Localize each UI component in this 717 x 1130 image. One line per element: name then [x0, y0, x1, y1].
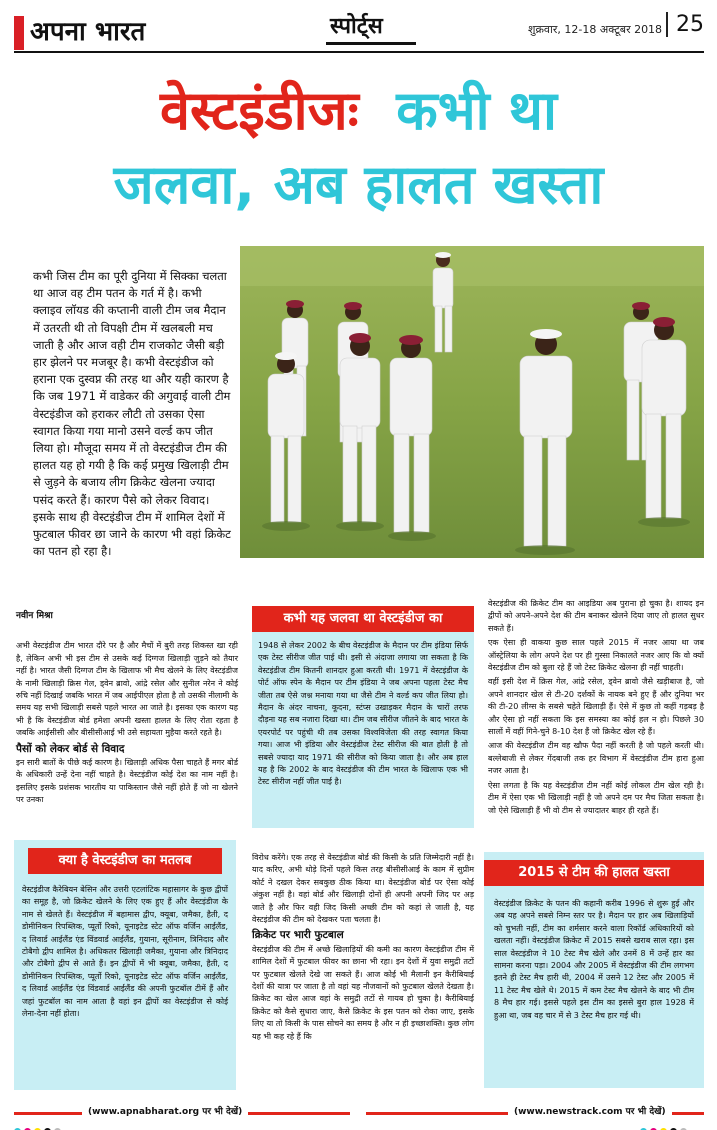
- column-3-paragraph-3: वहीं इसी देश में क्रिस गेल, आंद्रे रसेल, ड्वेन ब्रावो जैसे खड़ीबाज है, जो अपने शानदार खेल से टी-20 दर्शकों के नायक बने हुए हैं और दुनिया भर की टी-20 लीग्स के सबसे चहेते खिलाड़ी हैं। ऐसे में कुछ तो कहीं गड़बड़ है और ऐसा हो नहीं सकता कि इस समस्या का कोई हल न हो। पिछले 30 सालों में वहीं गिने-चुने 8-10 देश हैं जो क्रिकेट खेल रहे हैं।: [488, 677, 704, 737]
- meaning-box-title: क्या है वेस्टइंडीज का मतलब: [28, 848, 222, 874]
- page-number: 25: [666, 12, 704, 37]
- registration-marks-left: [14, 1120, 64, 1130]
- headline-part-red: वेस्टइंडीजः: [160, 79, 359, 142]
- column-3-paragraph-1: वेस्टइंडीज की क्रिकेट टीम का आइडिया अब पुराना हो चुका है। शायद इन द्वीपों को अपने-अपने देश की टीम बनाकर खेलने दिया जाए तो हालत सुधर सकते हैं।: [488, 599, 704, 633]
- column-2-paragraph: 1948 से लेकर 2002 के बीच वेस्टइंडीज के मैदान पर टीम इंडिया सिर्फ एक टेस्ट सीरीज जीत पाई थी। इसी से अंदाजा लगाया जा सकता है कि वेस्टइंडीज टीम कितनी शानदार हुआ करती थी। 1971 में वेस्टइंडीज के पोर्ट ऑफ स्पेन के मैदान पर टीम इंडिया ने जब अपना पहला टेस्ट मैच जीता तब ऐसे जश्न मनाया गया था जैसे टीम ने वर्ल्ड कप जीत लिया हो। मैदान के अंदर नाचना, कूदना, स्टंप्स उखाड़कर मैदान के चारों तरफ दौड़ना यह सब नजारा दिखा था। टीम जब सीरीज जीतने के बाद भारत के एयरपोर्ट पर पहुंची थी तब उसका विश्वविजेता की तरह स्वागत किया गया। आज भी इंडिया और वेस्टइंडीज टेस्ट सीरीज की बात होती है तो सबसे ज्यादा याद 1971 की सीरीज को किया जाता है। और अब हाल यह है कि 2002 के बाद वेस्टइंडीज की टीम भारत के खिलाफ एक भी टेस्ट सीरीज नहीं जीत पाई है।: [258, 641, 468, 787]
- footer-link-right[interactable]: (www.newstrack.com पर भी देखें): [508, 1104, 672, 1117]
- box-2015-paragraph: वेस्टइंडीज क्रिकेट के पतन की कहानी करीब 1996 से शुरू हुई और अब यह अपने सबसे निम्न स्तर पर है। मैदान पर हार अब खिलाड़ियों को चुभती नहीं, टीम का शर्मसार करने वाला रिकॉर्ड अधिकारियों को खलता नहीं। वेस्टइंडीज क्रिकेट में 2015 सबसे खराब साल रहा। इस साल वेस्टइंडीज ने 10 टेस्ट मैच खेले और उनमें 8 में उन्हें हार का सामना करना पड़ा। 2004 और 2005 में वेस्टइंडीज की टीम लगभग इतने ही टेस्ट मैच हारी थी, 2004 में उसने 12 टेस्ट और 2005 में 11 टेस्ट मैच खेले थे। 2015 में कम टेस्ट मैच खेलने के बाद भी टीम 8 मैच हार गई। इससे पहले इस टीम का इससे बुरा हाल 1928 में हुआ था, जब वह चार में से 3 टेस्ट मैच हार गई थी।: [494, 899, 694, 1020]
- column-3-paragraph-5: ऐसा लगता है कि यह वेस्टइंडीज टीम नहीं कोई लोकल टीम खेल रही है। टीम में ऐसा एक भी खिलाड़ी नहीं है जो अपने दम पर मैच जिता सकता है। जो ऐसे खिलाड़ी हैं भी वो टीम से ज्यादातर बाहर ही रहते हैं।: [488, 780, 704, 815]
- article-column-1: [16, 610, 238, 807]
- dateline: शुक्रवार, 12-18 अक्टूबर 2018: [528, 23, 663, 36]
- registration-marks-right: [640, 1120, 690, 1130]
- box-2015-text: [494, 898, 694, 1022]
- headline: [0, 74, 717, 222]
- column-1-paragraph-2: इन सारी बातों के पीछे कई कारण है। खिलाड़ी अधिक पैसा चाहते हैं मगर बोर्ड के अधिकारी उन्हें देना नहीं चाहते है। वेस्टइंडीज कोई देश का नाम नहीं है। इसलिए इसके प्रशंसक भारतीय या पाकिस्तान जैसे नहीं होते हैं जो ना खेलने पर उनका: [16, 758, 238, 805]
- headline-part-cyan: कभी था: [396, 79, 557, 142]
- team-photo-illustration: [240, 246, 704, 558]
- masthead-red-bar: [14, 16, 24, 50]
- column-2-lower-paragraph-1: विरोध करेंगे। एक तरह से वेस्टइंडीज बोर्ड की किसी के प्रति जिम्मेदारी नहीं है। याद करिए, अभी थोड़े दिनों पहले किस तरह बीसीसीआई के काम में सुप्रीम कोर्ट ने दखल देकर सबकुछ ठीक किया था। वेस्टइंडीज बोर्ड पर ऐसा कोई अंकुश नहीं है। वहां बोर्ड और खिलाड़ी दोनों ही अपनी अपनी जिद पर अड़ जाते है और फिर वही जिद किसी अच्छी टीम को कहां ले जाती है, यह वेस्टइंडीज की टीम को देखकर पता चलता है।: [252, 853, 474, 925]
- newspaper-brand: अपना भारत: [30, 17, 146, 47]
- column-2-lower-subhead: क्रिकेट पर भारी फुटबाल: [252, 929, 344, 942]
- intro-paragraph: कभी जिस टीम का पूरी दुनिया में सिक्का चलता था आज वह टीम पतन के गर्त में है। कभी क्लाइव लॉयड की कप्तानी वाली टीम जब मैदान में उतरती थी तो विपक्षी टीम में खलबली मच जाती है और आज वही टीम राजकोट जैसी बड़ी हार झेलने पर मजबूर है। कभी वेस्टइंडीज को हराना एक दुस्वप्न की तरह था और यही कारण है कि जब 1971 में वाडेकर की अगुवाई वाली टीम वेस्टइंडीज को हराकर लौटी तो उसका ऐसा स्वागत किया गया मानो उसने वर्ल्ड कप जीत लिया हो। मौजूदा समय में तो वेस्टइंडीज टीम की हालत यह हो गयी है कि कई प्रमुख खिलाड़ी टीम से जुड़ने के बजाय लीग क्रिकेट खेलना ज्यादा पसंद करते हैं। कारण पैसे को लेकर विवाद। इसके साथ ही वेस्टइंडीज टीम में शामिल देशों में फुटबाल फीवर छा जाने के कारण भी वहां क्रिकेट का पतन हो रहा है।: [33, 269, 231, 559]
- article-column-2-lower: [252, 852, 474, 1043]
- column-1-paragraph-1: अभी वेस्टइंडीज टीम भारत दौरे पर है और मैचों में बुरी तरह शिकस्त खा रही है, लेकिन अभी भी इस टीम से उसके कई दिग्गज खिलाड़ी जुड़ने को तैयार नहीं है। भारत जैसी दिग्गज टीम के खिलाफ भी मैच खेलने के लिए वेस्टइंडीज के नामी खिलाड़ी क्रिस गेल, ड्वेन ब्रावो, आंद्रे रसेल और सुनील नरेन ने कोई रुचि नहीं दिखाई जबकि भारत में जब आईपीएल होता है तो उसकी नीलामी के समय यह सभी खिलाड़ी सबसे पहले भारत आ जाते है। इसका एक कारण यह भी है कि वेस्टइंडीज बोर्ड हमेशा अपनी खस्ता हालत के लिए रोता रहता है जबकि आईसीसी और बीसीसीआई भी उसे सहायता मुहैया करते रहते है।: [16, 641, 238, 738]
- column-3-paragraph-4: आज की वेस्टइंडीज टीम वह खौफ पैदा नहीं करती है जो पहले करती थी। बल्लेबाजी से लेकर गेंदबाजी तक हर विभाग में वेस्टइंडीज टीम हारा हुआ नजर आता है।: [488, 741, 704, 776]
- headline-line-1: [0, 74, 717, 148]
- box-2015-title: 2015 से टीम की हालत खस्ता: [484, 860, 704, 886]
- masthead: [0, 0, 717, 52]
- article-column-3: [488, 598, 704, 817]
- history-box-title: कभी यह जलवा था वेस्टइंडीज का: [252, 606, 474, 632]
- footer-link-left[interactable]: (www.apnabharat.org पर भी देखें): [82, 1104, 248, 1117]
- headline-line-2: जलवा, अब हालत खस्ता: [113, 153, 604, 216]
- team-photo: [240, 246, 704, 558]
- column-3-paragraph-2: एक ऐसा ही वाकया कुछ साल पहले 2015 में नजर आया था जब ऑस्ट्रेलिया के लोग अपने देश पर ही गुस्सा निकालते नजर आए कि वो क्यों वेस्टइंडीज टीम को बुला रहे हैं जो टेस्ट क्रिकेट खेलना ही नहीं चाहती।: [488, 638, 704, 673]
- meaning-box-paragraph: वेस्टइंडीज कैरेबियन बेसिन और उत्तरी एटलांटिक महासागर के कुछ द्वीपों का समूह है, जो क्रिकेट खेलने के लिए एक हुए हैं और वेस्टइंडीज के नाम से खेलते हैं। वेस्टइंडीज में बहामास द्वीप, क्यूबा, जमैका, हैती, द डोमीनिकन रिपब्लिक, प्यूर्तो रिको, यूनाइटेड स्टेट ऑफ वर्जिन आईलैंड, द लिवार्ड आईलैंड एंड विंडवार्ड आईलैंड, गुयाना, सूरीनाम, त्रिनिदाद और टोबैगो द्वीप शामिल है। अधिकतर खिलाड़ी जमैका, गुयाना और त्रिनिदाद और टोबैगो द्वीप से आते हैं। इन द्वीपों में भी क्यूबा, जमैका, हैती, द डोमीनिकन रिपब्लिक, प्यूर्तो रिको, यूनाइटेड स्टेट ऑफ वर्जिन आईलैंड, द लिवार्ड आईलैंड एंड विंडवार्ड आईलैंड की अपनी फुटबॉल टीमें हैं और जहां फुटबॉल का नाम आता है वहां इन द्वीपों का वेस्टइंडीज से कोई लेना-देना नहीं होता।: [22, 885, 228, 1019]
- article-column-2: [258, 640, 468, 789]
- column-2-lower-paragraph-2: वेस्टइंडीज की टीम में अच्छे खिलाड़ियों की कमी का कारण वेस्टइंडीज टीम में शामिल देशों में फुटबाल फीवर का छाना भी रहा। इन देशों में युवा समुद्री तटों पर फुटबाल खेलते देखे जा सकते हैं। आज कोई भी मैलानी इन कैरीबियाई देशों की यात्रा पर जाता है तो वहां यह नौजवानों को फुटबाल खेलते देखता है। क्रिकेट का खेल आज वहां के समुद्री तटों से गायब हो चुका है। कैरीबियाई क्रिकेट को कैसे सुधारा जाए, कैसे क्रिकेट के इस पतन को रोका जाए, इसके लिए या तो किसी के पास सोचने का समय है और न ही इच्छाशक्ति। कुछ लोग यह भी कह रहे हैं कि: [252, 944, 474, 1041]
- section-underline: [326, 42, 416, 45]
- byline: नवीन मिश्रा: [16, 611, 53, 621]
- column-1-subhead: पैसों को लेकर बोर्ड से विवाद: [16, 742, 125, 755]
- meaning-box-text: [22, 884, 228, 1020]
- masthead-rule: [14, 51, 704, 53]
- section-name: स्पोर्ट्स: [330, 14, 383, 39]
